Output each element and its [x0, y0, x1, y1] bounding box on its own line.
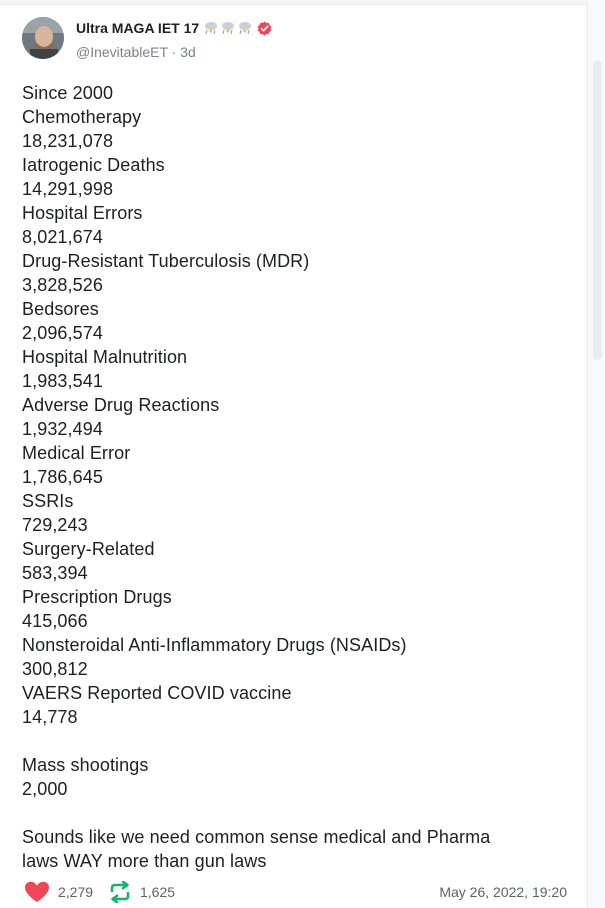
- post-line: Adverse Drug Reactions: [22, 395, 220, 415]
- post-line: 8,021,674: [22, 227, 103, 247]
- repost-count: 1,625: [140, 884, 176, 900]
- heart-icon: [24, 881, 50, 903]
- post-line: Hospital Errors: [22, 203, 143, 223]
- post-body: [22, 81, 582, 873]
- post-line: Iatrogenic Deaths: [22, 155, 165, 175]
- post-line: 2,096,574: [22, 323, 103, 343]
- post-line: 300,812: [22, 659, 88, 679]
- post-line: 1,786,645: [22, 467, 103, 487]
- verified-badge-icon: [257, 21, 272, 36]
- post-line: 583,394: [22, 563, 88, 583]
- avatar[interactable]: [22, 17, 64, 59]
- cloud-lightning-rain-icon: [220, 20, 236, 36]
- name-emojis: [203, 20, 254, 36]
- post-line: Chemotherapy: [22, 107, 142, 127]
- post-header: [22, 17, 562, 65]
- paragraph-gap: [22, 801, 582, 825]
- post-line: 18,231,078: [22, 131, 114, 151]
- post-line: 14,291,998: [22, 179, 114, 199]
- post-age: 3d: [180, 44, 196, 60]
- post-line: Mass shootings: [22, 755, 149, 775]
- post-line: 3,828,526: [22, 275, 103, 295]
- scrollbar-thumb[interactable]: [593, 60, 602, 360]
- post-line: 729,243: [22, 515, 88, 535]
- post-timestamp[interactable]: May 26, 2022, 19:20: [439, 884, 567, 900]
- post-line: VAERS Reported COVID vaccine: [22, 683, 292, 703]
- author-name-row: [76, 20, 272, 36]
- repost-button[interactable]: [108, 881, 175, 903]
- post-line: 2,000: [22, 779, 68, 799]
- like-button[interactable]: [24, 881, 93, 903]
- cloud-lightning-rain-icon: [203, 20, 219, 36]
- cloud-lightning-rain-icon: [237, 20, 253, 36]
- post-footer: [22, 877, 567, 905]
- post-line: Nonsteroidal Anti-Inflammatory Drugs (NSAIDs): [22, 635, 407, 655]
- post-line: 14,778: [22, 707, 78, 727]
- post-line: Prescription Drugs: [22, 587, 172, 607]
- like-count: 2,279: [58, 884, 94, 900]
- post-line: Since 2000: [22, 83, 114, 103]
- post-line: Drug-Resistant Tuberculosis (MDR): [22, 251, 310, 271]
- post-line: SSRIs: [22, 491, 74, 511]
- post-line: Medical Error: [22, 443, 131, 463]
- post-line: Surgery-Related: [22, 539, 155, 559]
- post-line: Hospital Malnutrition: [22, 347, 188, 367]
- post-line: 1,932,494: [22, 419, 103, 439]
- display-name[interactable]: Ultra MAGA IET 17: [76, 20, 200, 36]
- paragraph-gap: [22, 729, 582, 753]
- scrollbar-track[interactable]: [588, 0, 605, 908]
- author-handle[interactable]: @InevitableET: [76, 44, 168, 60]
- post-line: 1,983,541: [22, 371, 103, 391]
- post-line: laws WAY more than gun laws: [22, 851, 267, 871]
- post-line: Sounds like we need common sense medical and Pharma: [22, 827, 491, 847]
- separator-dot: ·: [171, 44, 181, 60]
- post-line: Bedsores: [22, 299, 99, 319]
- post-card: [0, 4, 588, 908]
- author-handle-row: [76, 44, 196, 60]
- repost-icon: [108, 881, 132, 903]
- post-line: 415,066: [22, 611, 88, 631]
- post-lines: [22, 81, 582, 729]
